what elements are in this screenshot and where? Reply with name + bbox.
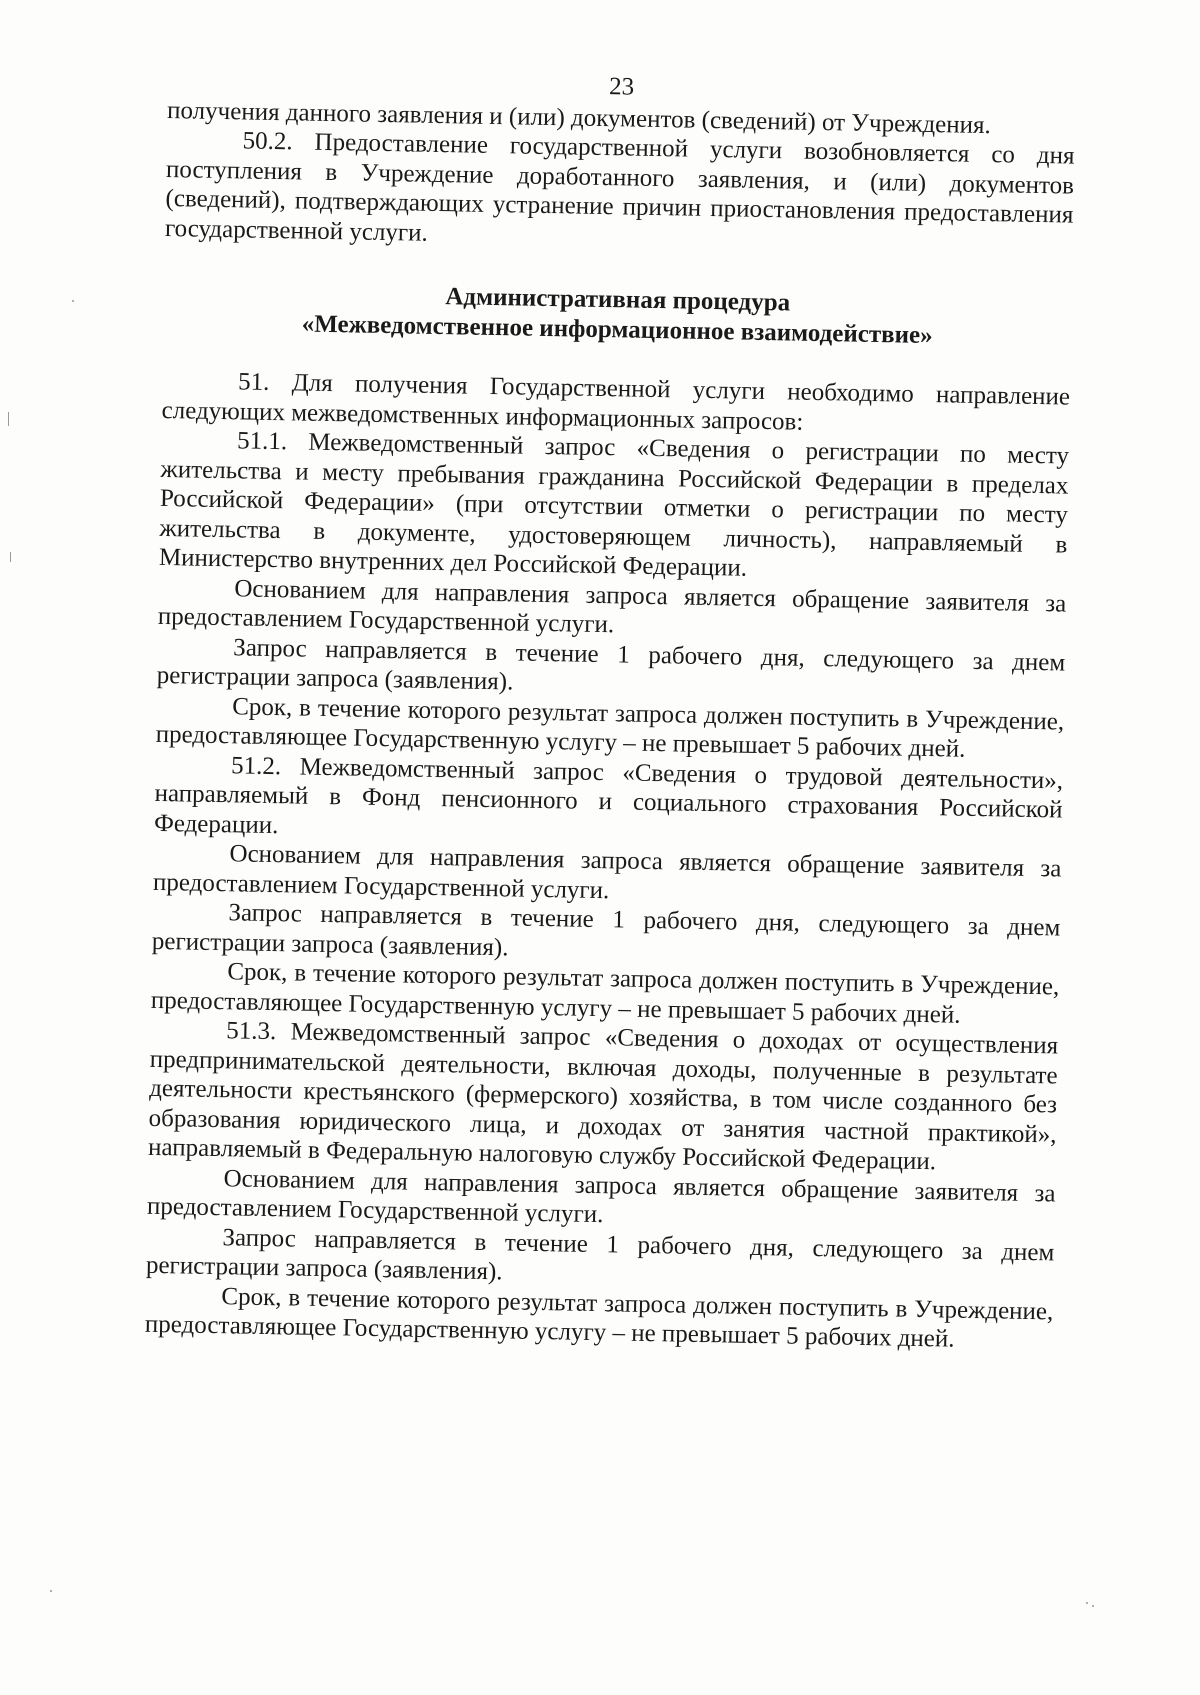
paragraph-51-2-deadline: Срок, в течение которого результат запроса должен поступить в Учреждение, предоставляющее Государственную услугу – не превышает 5 рабочих дней. [150,958,1060,1029]
paragraph-51-1-basis: Основанием для направления запроса является обращение заявителя за предоставлением Государственной услуги. [157,574,1067,639]
paragraph-51-2-basis: Основанием для направления запроса является обращение заявителя за предоставлением Государственной услуги. [152,840,1062,904]
paragraph-51-3-deadline: Срок, в течение которого результат запроса должен поступить в Учреждение, предоставляющее Государственную услугу – не превышает 5 рабочих дней. [144,1282,1054,1353]
paragraph-51-3-timing: Запрос направляется в течение 1 рабочего дня, следующего за днем регистрации запроса (заявления). [145,1223,1055,1286]
paragraph-51-1-deadline: Срок, в течение которого результат запроса должен поступить в Учреждение, предоставляющее Государственную услугу – не превышает 5 рабочих дней. [155,692,1065,763]
scan-artifact-speck [72,300,74,302]
paragraph-51-2: 51.2. Межведомственный запрос «Сведения о трудовой деятельности», направляемый в Фонд пенсионного и социального страхования Российской Федерации. [153,751,1064,839]
paragraph-continuation: получения данного заявления и (или) документов (сведений) от Учреждения. [166,96,992,139]
page-number: 23 [608,73,635,101]
scan-artifact-mark [10,552,11,562]
scan-artifact-speck [1092,1605,1094,1607]
document-content [145,64,1076,1356]
paragraph-51-3-basis: Основанием для направления запроса является обращение заявителя за предоставлением Государственной услуги. [146,1164,1056,1229]
section-heading-line-2: «Межведомственное информационное взаимодействие» [301,309,933,349]
section-heading-line-1: Административная процедура [445,283,791,317]
section-heading [163,277,1072,353]
paragraph-51-2-timing: Запрос направляется в течение 1 рабочего дня, следующего за днем регистрации запроса (заявления). [151,899,1061,961]
scan-artifact-mark [8,412,9,426]
paragraph-51-1-timing: Запрос направляется в течение 1 рабочего дня, следующего за днем регистрации запроса (заявления). [156,633,1066,696]
scan-artifact-speck [50,1590,52,1592]
paragraph-51: 51. Для получения Государственной услуги необходимо направление следующих межведомственных информационных запросов: [161,368,1071,436]
paragraph-51-3: 51.3. Межведомственный запрос «Сведения о доходах от осуществления предпринимательской деятельности, включая доходы, полученные в результате деятельности крестьянского (фермерского) хозяйства, в том числе созданного без образования юридического лица, и доходах от занятия частной практикой», направляемый в Федеральную налоговую службу Российской Федерации. [147,1017,1059,1176]
scan-artifact-speck [1086,1602,1088,1604]
paragraph-51-1: 51.1. Межведомственный запрос «Сведения о регистрации по месту жительства и месту пребывания гражданина Российской Федерации в пределах Российской Федерации» (при отсутствии отметки о регистрации по месту жительства в документе, удостоверяющем личность), направляемый в Министерство внутренних дел Российской Федерации. [158,427,1070,582]
paragraph-50-2: 50.2. Предоставление государственной услуги возобновляется со дня поступления в Учреждение доработанного заявления, и (или) документов (сведений), подтверждающих устранение причин приостановления предоставления государственной услуги. [164,127,1075,247]
